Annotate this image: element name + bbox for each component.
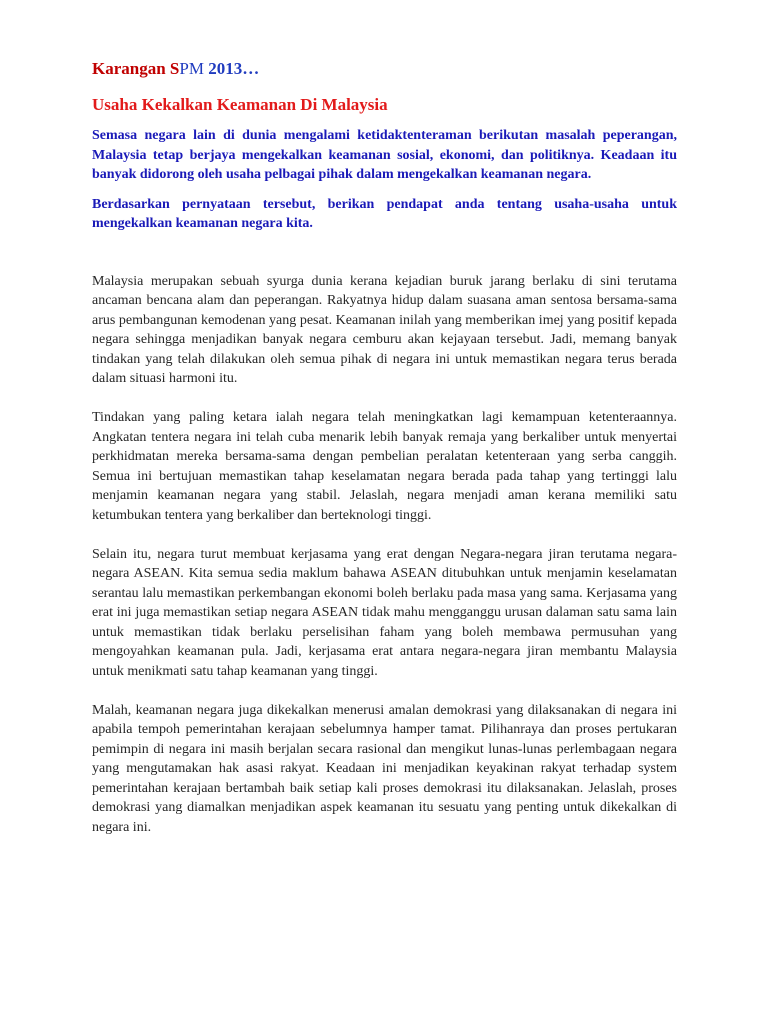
title-part-year: 2013… [203,59,260,78]
essay-paragraph: Tindakan yang paling ketara ialah negara telah meningkatkan lagi kemampuan ketenteraannya. Angkatan tentera negara ini telah cuba menarik lebih banyak remaja yang berkaliber untuk menyertai perkhidmatan mereka bersama-sama dengan pembelian peralatan ketenteraan yang serba canggih. Semua ini bertujuan memastikan tahap keselamatan negara berada pada tahap yang tertinggi lalu menjamin keamanan negara yang stabil. Jelaslah, negara menjadi aman kerana memiliki satu ketumbukan tentera yang berkaliber dan berteknologi tinggi. [92,410,677,523]
essay-title: Usaha Kekalkan Keamanan Di Malaysia [92,95,388,114]
title-part-karangan: Karangan S [92,59,180,78]
document-title [92,58,677,80]
essay-paragraph: Selain itu, negara turut membuat kerjasama yang erat dengan Negara-negara jiran terutama negara-negara ASEAN. Kita semua sedia maklum bahawa ASEAN ditubuhkan untuk menjamin keselamatan serantau lalu memastikan perkembangan ekonomi boleh berlaku pada masa yang sama. Kerjasama yang erat ini juga memastikan setiap negara ASEAN tidak mahu mengganggu urusan dalaman satu sama lain untuk memastikan tidak berlaku perselisihan faham yang boleh membawa permusuhan yang mengoyahkan keamanan pula. Jadi, kerjasama erat antara negara-negara jiran membantu Malaysia untuk menikmati satu tahap keamanan yang tinggi. [92,546,677,679]
essay-paragraph: Malaysia merupakan sebuah syurga dunia kerana kejadian buruk jarang berlaku di sini terutama ancaman bencana alam dan peperangan. Rakyatnya hidup dalam suasana aman sentosa bersama-sama arus pembangunan kemodenan yang pesat. Keamanan inilah yang memberikan imej yang positif kepada negara sehingga menjadikan banyak negara cemburu akan kejayaan tersebut. Jadi, memang banyak tindakan yang telah dilakukan oleh semua pihak di negara ini untuk memastikan negara terus berada dalam situasi harmoni itu. [92,273,677,386]
question-paragraph-1: Semasa negara lain di dunia mengalami ketidaktenteraman berikutan masalah peperangan, Malaysia tetap berjaya mengekalkan keamanan sosial, ekonomi, dan politiknya. Keadaan itu banyak didorong oleh usaha pelbagai pihak dalam mengekalkan keamanan negara. [92,128,677,182]
document-page [92,58,677,857]
title-part-pm: PM [179,59,204,78]
question-paragraph-2: Berdasarkan pernyataan tersebut, berikan pendapat anda tentang usaha-usaha untuk mengekalkan keamanan negara kita. [92,196,677,231]
essay-body [92,272,677,838]
essay-paragraph: Malah, keamanan negara juga dikekalkan menerusi amalan demokrasi yang dilaksanakan di negara ini apabila tempoh pemerintahan kerajaan sebelumnya hamper tamat. Pilihanraya dan proses pertukaran pemimpin di negara ini masih berjalan secara rasional dan mengikut lunas-lunas perlembagaan negara yang mengutamakan hak asasi rakyat. Keadaan ini menjadikan keyakinan rakyat terhadap system pemerintahan kerajaan bertambah baik setiap kali proses demokrasi itu dilaksanakan. Jelaslah, proses demokrasi yang diamalkan menjadikan aspek keamanan itu sesuatu yang penting untuk dikekalkan di negara ini. [92,702,677,835]
